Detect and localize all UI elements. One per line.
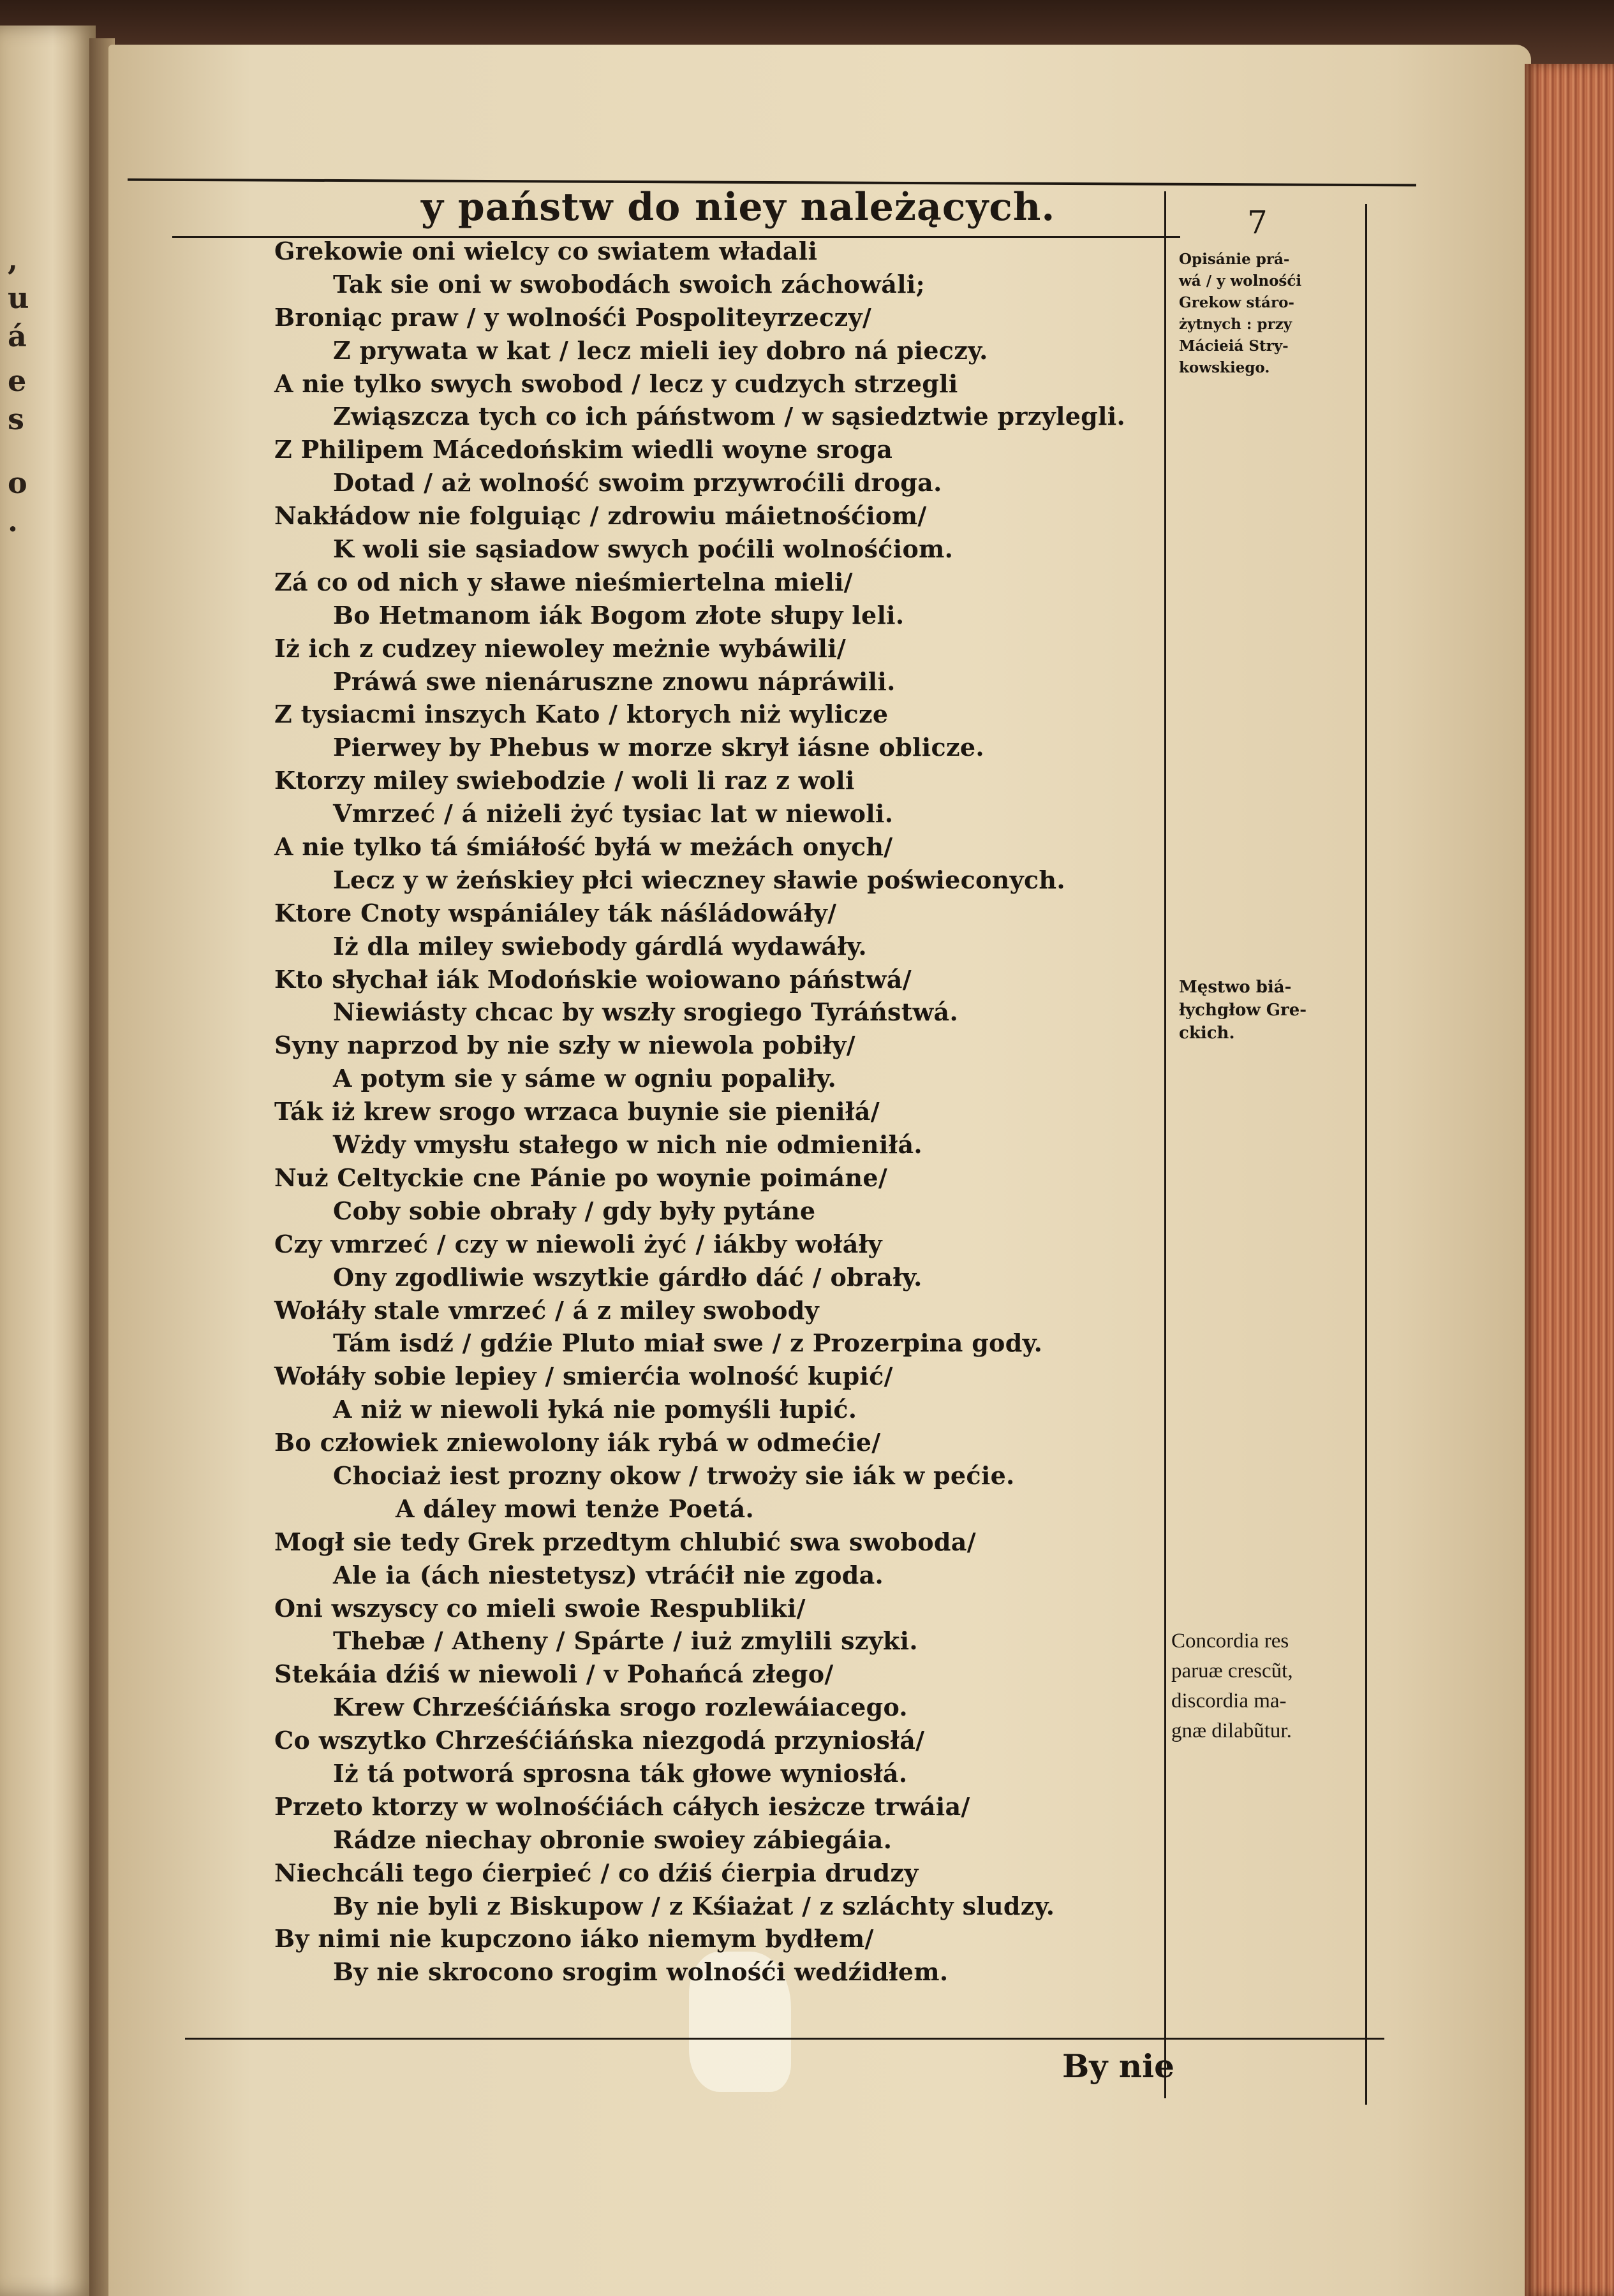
poem-line: Ktore Cnoty wspániáley ták náśládowáły/ xyxy=(274,898,837,927)
margin-note-line: kowskiego. xyxy=(1179,359,1270,376)
poem-line: Zá co od nich y sławe nieśmiertelna mieli/ xyxy=(274,567,853,596)
poem-line: Wżdy vmysłu stałego w nich nie odmieniłá. xyxy=(333,1130,922,1159)
facing-page-fragment: . xyxy=(8,504,19,538)
poem-line: A potym sie y sáme w ogniu popaliły. xyxy=(333,1064,837,1093)
margin-note-line: łychgłow Gre- xyxy=(1179,1001,1307,1020)
poem-line: By nie skrocono srogim wolnośći wedźidłem. xyxy=(333,1957,949,1987)
poem-line: Z tysiacmi inszych Kato / ktorych niż wylicze xyxy=(274,700,889,729)
poem-line: Niewiásty chcac by wszły srogiego Tyráństwá. xyxy=(333,997,959,1027)
poem-line: Bo człowiek zniewolony iák rybá w odmećie/ xyxy=(274,1428,881,1457)
poem-line: Z prywata w kat / lecz mieli iey dobro ná pieczy. xyxy=(333,335,988,365)
poem-line: Iż ich z cudzey niewoley meżnie wybáwili/ xyxy=(274,633,847,663)
margin-note-line: paruæ crescũt, xyxy=(1171,1659,1293,1682)
poem-line: By nie byli z Biskupow / z Kśiażat / z szláchty sludzy. xyxy=(333,1891,1055,1920)
facing-page-fragment: o xyxy=(8,466,27,500)
poem-line: A niż w niewoli łyká nie pomyśli łupić. xyxy=(333,1395,857,1424)
poem-line: Mogł sie tedy Grek przedtym chlubić swa swoboda/ xyxy=(274,1527,976,1556)
page-number: 7 xyxy=(1247,204,1268,241)
poem-line: Ktorzy miley swiebodzie / woli li raz z woli xyxy=(274,766,855,795)
poem-line: Bo Hetmanom iák Bogom złote słupy leli. xyxy=(333,600,905,629)
poem-line: Stekáia dźiś w niewoli / v Pohańcá złego/ xyxy=(274,1659,834,1689)
catchword: By nie xyxy=(1062,2047,1174,2085)
margin-note-line: Mácieiá Stry- xyxy=(1179,337,1289,355)
poem-line: K woli sie sąsiadow swych poćili wolnośćiom. xyxy=(333,534,954,564)
poem-line: Dotad / aż wolność swoim przywroćili droga. xyxy=(333,468,942,497)
facing-page-fragment: u xyxy=(8,281,29,315)
facing-page-fragment: e xyxy=(8,364,27,398)
margin-note-line: discordia ma- xyxy=(1171,1689,1287,1712)
poem-line: Niechcáli tego ćierpieć / co dźiś ćierpia drudzy xyxy=(274,1858,919,1887)
facing-page-fragment: , xyxy=(8,242,19,277)
margin-column-rule-left xyxy=(1164,191,1166,2098)
margin-note-line: żytnych : przy xyxy=(1179,316,1292,333)
poem-line: A nie tylko swych swobod / lecz y cudzych strzegli xyxy=(274,369,958,398)
margin-note xyxy=(1179,249,1364,379)
poem-line: Rádze niechay obronie swoiey zábiegáia. xyxy=(333,1825,892,1854)
poem-line: Zwiąszcza tych co ich páństwom / w sąsiedztwie przylegli. xyxy=(333,402,1126,431)
margin-note-line: Opisánie prá- xyxy=(1179,251,1290,268)
margin-note-line: Męstwo biá- xyxy=(1179,978,1292,997)
poem-line: Syny naprzod by nie szły w niewola pobiły/ xyxy=(274,1031,855,1060)
margin-note-line: Concordia res xyxy=(1171,1630,1289,1652)
poem-line: Grekowie oni wielcy co swiatem władali xyxy=(274,237,818,265)
poem-line: Nakłádow nie folguiąc / zdrowiu máietnośćiom/ xyxy=(274,501,927,531)
poem-line: Ták iż krew srogo wrzaca buynie sie pieniłá/ xyxy=(274,1097,880,1126)
poem-line: Lecz y w żeńskiey płci wieczney sławie poświeconych. xyxy=(333,865,1065,894)
facing-page-edge xyxy=(0,26,96,2296)
margin-column-rule-right xyxy=(1365,204,1367,2105)
poem-line: Thebæ / Atheny / Spárte / iuż zmylili szyki. xyxy=(333,1626,918,1656)
poem-line: Co wszytko Chrześćiáńska niezgodá przyniosłá/ xyxy=(274,1726,925,1755)
poem-line: Práwá swe nienáruszne znowu nápráwili. xyxy=(333,666,896,696)
poem-line: Iż tá potworá sprosna ták głowe wyniosłá. xyxy=(333,1758,908,1788)
margin-note-line: gnæ dilabũtur. xyxy=(1171,1719,1292,1742)
facing-page-fragment: s xyxy=(8,402,24,436)
poem-line: Iż dla miley swiebody gárdlá wydawáły. xyxy=(333,931,867,960)
poem-line: Czy vmrzeć / czy w niewoli żyć / iákby wołáły xyxy=(274,1229,882,1258)
poem-line: Ale ia (ách niestetysz) vtráćił nie zgoda. xyxy=(333,1560,884,1589)
poem-line: By nimi nie kupczono iáko niemym bydłem/ xyxy=(274,1924,874,1954)
poem-line: Nuż Celtyckie cne Pánie po woynie poimáne/ xyxy=(274,1163,888,1192)
poem-text xyxy=(274,235,1161,1989)
poem-line: Z Philipem Mácedońskim wiedli woyne sroga xyxy=(274,435,893,464)
poem-line: Coby sobie obrały / gdy były pytáne xyxy=(333,1196,816,1225)
poem-line: Vmrzeć / á niżeli żyć tysiac lat w niewoli. xyxy=(333,799,894,828)
poem-line: Tám isdź / gdźie Pluto miał swe / z Prozerpina gody. xyxy=(333,1328,1043,1358)
poem-line: Wołáły sobie lepiey / smierćia wolność kupić/ xyxy=(274,1362,893,1391)
bottom-rule xyxy=(185,2038,1384,2040)
poem-line: Pierwey by Phebus w morze skrył iásne oblicze. xyxy=(333,733,984,762)
poem-line: Chociaż iest prozny okow / trwoży sie iák w pećie. xyxy=(333,1461,1015,1490)
poem-line: Ony zgodliwie wszytkie gárdło dáć / obrały. xyxy=(333,1262,922,1292)
poem-section-heading: A dáley mowi tenże Poetá. xyxy=(396,1494,755,1523)
poem-line: Broniąc praw / y wolnośći Pospoliteyrzeczy/ xyxy=(274,302,872,332)
margin-note-line: Grekow stáro- xyxy=(1179,294,1294,311)
poem-line: Przeto ktorzy w wolnośćiách cáłych iesżcze trwáia/ xyxy=(274,1792,970,1821)
margin-note-line: wá / y wolnośći xyxy=(1179,272,1302,290)
poem-line: Tak sie oni w swobodách swoich záchowáli; xyxy=(333,269,925,298)
poem-line: Kto słychał iák Modońskie woiowano páństwá/ xyxy=(274,964,912,994)
poem-line: A nie tylko tá śmiáłość byłá w meżách onych/ xyxy=(274,832,893,862)
poem-line: Oni wszyscy co mieli swoie Respubliki/ xyxy=(274,1593,806,1623)
margin-note-line: ckich. xyxy=(1179,1024,1235,1043)
facing-page-fragment: á xyxy=(8,319,27,353)
page-block-edges xyxy=(1525,64,1614,2296)
poem-line: Wołáły stale vmrzeć / á z miley swobody xyxy=(274,1295,819,1325)
poem-line: Krew Chrześćiáńska srogo rozlewáiacego. xyxy=(333,1693,908,1722)
running-head: y państw do niey należących. xyxy=(421,185,1056,230)
margin-note-latin xyxy=(1171,1626,1356,1746)
margin-note xyxy=(1179,976,1364,1045)
